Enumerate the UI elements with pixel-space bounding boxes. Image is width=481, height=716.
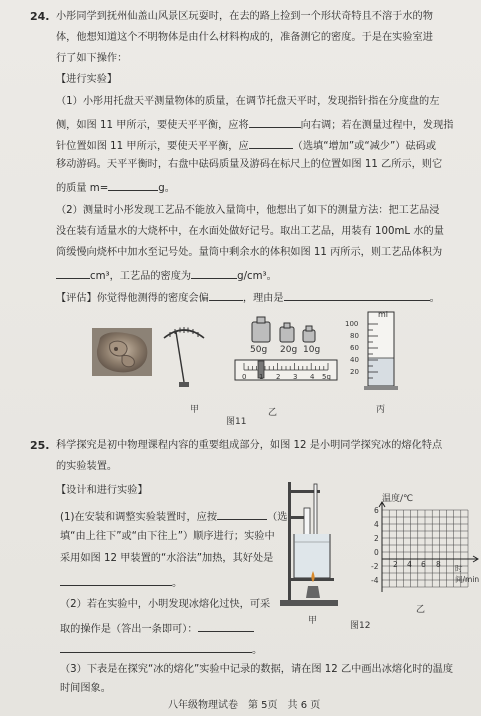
- q24-blank-bias[interactable]: [209, 289, 243, 301]
- fig12-title: 图12: [350, 621, 371, 631]
- q24-blank-volume[interactable]: [56, 267, 90, 279]
- fig11-title: 图11: [226, 417, 247, 427]
- graph-xtick-4: 4: [407, 560, 412, 569]
- cylinder-tick-100: 100: [345, 320, 359, 328]
- weights-icon: [246, 314, 336, 348]
- q25-part2-line2: 取的操作是（答出一条即可）：: [60, 620, 254, 636]
- q24-part1-line3: 针位置如图 11 甲所示，要使天平平衡，应 （选填“增加”或“减少”）砝码或: [56, 137, 436, 153]
- graph-ytick-neg2: -2: [371, 562, 379, 571]
- fig12-label-jia: 甲: [308, 616, 318, 626]
- graph-ytick-neg4: -4: [371, 576, 379, 585]
- q25-part1-line4: 。: [60, 574, 182, 590]
- q24-part2-line1: （2）测量时小彤发现工艺品不能放入量筒中，他想出了如下的测量方法：把工艺品浸: [56, 205, 440, 216]
- q24-intro-line1: 小彤同学到抚州仙盖山风景区玩耍时，在去的路上捡到一个形状奇特且不溶于水的物: [56, 11, 433, 22]
- scale-tick-3: 3: [293, 373, 298, 381]
- q24-blank-density[interactable]: [191, 267, 237, 279]
- q25-blank-operation-a[interactable]: [198, 620, 254, 632]
- q24-blank-mass[interactable]: [108, 179, 158, 191]
- q25-part1-line3: 采用如图 12 甲装置的“水浴法”加热，其好处是: [60, 553, 274, 564]
- q24-section-experiment: 【进行实验】: [56, 74, 118, 85]
- graph-xtick-6: 6: [421, 560, 426, 569]
- graduated-cylinder: [362, 310, 402, 392]
- page-footer: 八年级物理试卷 第 5页 共 6 页: [168, 700, 321, 711]
- q24-evaluation-line: 【评估】你觉得他测得的密度会偏 ，理由是 。: [56, 289, 440, 305]
- graph-ytick-6: 6: [374, 506, 379, 515]
- water-bath-apparatus: [278, 478, 342, 608]
- q25-blank-order[interactable]: [217, 508, 267, 520]
- scale-tick-0: 0: [242, 373, 247, 381]
- cylinder-tick-40: 40: [350, 356, 359, 364]
- q24-blank-adjust[interactable]: [249, 116, 301, 128]
- q25-section: 【设计和进行实验】: [56, 485, 148, 496]
- graph-xtick-8: 8: [436, 560, 441, 569]
- q24-part1-line1: （1）小彤用托盘天平测量物体的质量，在调节托盘天平时，发现指针指在分度盘的左: [56, 96, 440, 107]
- graph-ytick-2: 2: [374, 534, 379, 543]
- scale-tick-2: 2: [276, 373, 281, 381]
- q24-intro-line3: 行了如下操作：: [56, 53, 128, 64]
- q25-number: 25.: [30, 439, 50, 452]
- graph-ylabel: 温度/℃: [382, 494, 414, 504]
- fig12-label-yi: 乙: [416, 605, 426, 615]
- scale-tick-4: 4: [310, 373, 315, 381]
- q24-blank-weights[interactable]: [249, 137, 293, 149]
- cylinder-tick-80: 80: [350, 332, 359, 340]
- fig11-label-bing: 丙: [376, 405, 386, 415]
- q25-blank-operation-b[interactable]: [60, 641, 252, 653]
- q24-part2-line2: 没在装有适量水的大烧杯中，在水面处做好记号。取出工艺品，用装有 100mL 水的量: [56, 226, 444, 237]
- q24-blank-reason[interactable]: [284, 289, 430, 301]
- scale-tick-5g: 5g: [322, 373, 331, 381]
- balance-pointer-dial: [160, 322, 208, 388]
- q24-part1-line4: 移动游码。天平平衡时，右盘中砝码质量及游码在标尺上的位置如图 11 乙所示，则它: [56, 159, 443, 170]
- q25-part3-line1: （3）下表是在探究“冰的熔化”实验中记录的数据，请在图 12 乙中画出冰熔化时的温度: [60, 664, 454, 675]
- graph-xlabel: 时间/min: [455, 564, 480, 584]
- q25-part3-line2: 时间图象。: [60, 683, 111, 694]
- scale-tick-1: 1: [259, 373, 264, 381]
- weight-label-10g: 10g: [303, 345, 321, 355]
- q25-part1-line1: (1)在安装和调整实验装置时，应按 （选: [60, 508, 287, 524]
- graph-xtick-2: 2: [393, 560, 398, 569]
- graph-ytick-4: 4: [374, 520, 379, 529]
- fig11-label-yi: 乙: [268, 408, 278, 418]
- graph-ytick-0: 0: [374, 548, 379, 557]
- q25-intro-line2: 的实验装置。: [56, 461, 118, 472]
- q24-number: 24.: [30, 10, 50, 23]
- q24-part2-line3: 筒缓慢向烧杯中加水至记号处。量筒中剩余水的体积如图 11 丙所示，则工艺品体积为: [56, 247, 443, 258]
- q25-part2-line1: （2）若在实验中，小明发现冰熔化过快，可采: [60, 599, 271, 610]
- q24-part2-line4: cm³，工艺品的密度为 g/cm³。: [56, 267, 277, 283]
- cylinder-tick-20: 20: [350, 368, 359, 376]
- weight-label-50g: 50g: [250, 345, 268, 355]
- q25-part1-line2: 填“由上往下”或“由下往上”）顺序进行；实验中: [60, 531, 275, 542]
- q25-intro-line1: 科学探究是初中物理课程内容的重要组成部分，如图 12 是小明同学探究冰的熔化特点: [56, 440, 443, 451]
- cylinder-unit: ml: [378, 310, 389, 319]
- q24-part1-line2: 侧，如图 11 甲所示，要使天平平衡，应将 向右调；若在测量过程中，发现指: [56, 116, 453, 132]
- rock-image: [92, 328, 152, 376]
- q24-part1-line5: 的质量 m= g。: [56, 179, 175, 195]
- q25-part2-line3: 。: [60, 641, 262, 657]
- q24-intro-line2: 体，他想知道这个不明物体是由什么材料构成的，准备测它的密度。于是在实验室进: [56, 32, 433, 43]
- q25-blank-benefit[interactable]: [60, 574, 172, 586]
- weight-label-20g: 20g: [280, 345, 298, 355]
- fig11-label-jia: 甲: [190, 405, 200, 415]
- cylinder-tick-60: 60: [350, 344, 359, 352]
